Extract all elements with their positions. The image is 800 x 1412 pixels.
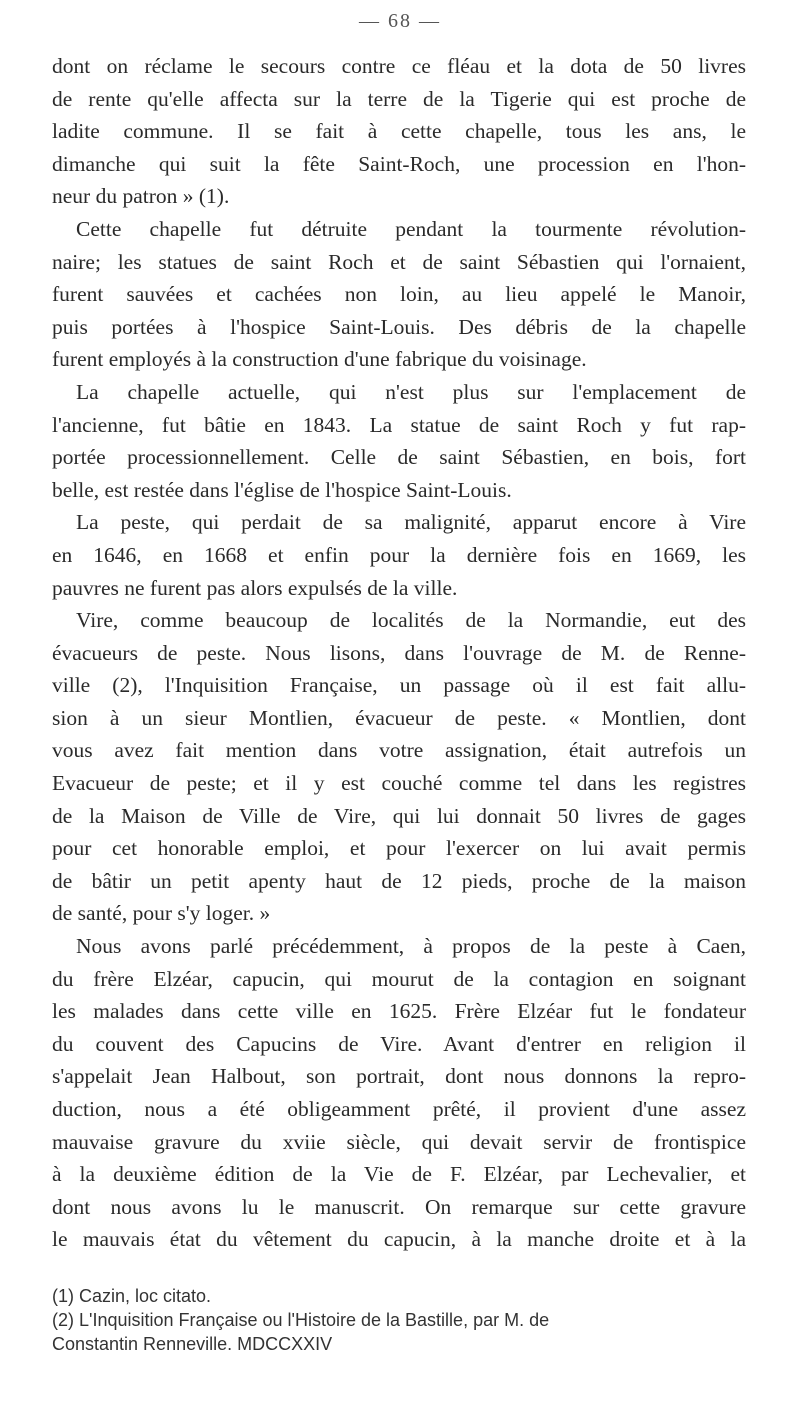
footnote: Constantin Renneville. MDCCXXIV xyxy=(52,1334,333,1354)
page-number: — 68 — xyxy=(359,10,441,32)
text-line: Cette chapelle fut détruite pendant la tourmente révolution- xyxy=(76,216,746,241)
text-line: de santé, pour s'y loger. » xyxy=(52,901,271,926)
text-line: en 1646, en 1668 et enfin pour la dernière fois en 1669, les xyxy=(52,542,746,567)
text-line: pour cet honorable emploi, et pour l'exercer on lui avait permis xyxy=(52,836,746,861)
text-line: de la Maison de Ville de Vire, qui lui donnait 50 livres de gages xyxy=(52,803,746,828)
text-line: de rente qu'elle affecta sur la terre de la Tigerie qui est proche de xyxy=(52,86,746,111)
text-line: du frère Elzéar, capucin, qui mourut de la contagion en soignant xyxy=(52,966,746,991)
text-line: duction, nous a été obligeamment prêté, il provient d'une assez xyxy=(52,1097,746,1121)
text-line: dont nous avons lu le manuscrit. On remarque sur cette gravure xyxy=(52,1194,746,1219)
footnotes xyxy=(52,1284,746,1356)
text-line: dont on réclame le secours contre ce fléau et la dota de 50 livres xyxy=(52,54,746,78)
text-line: les malades dans cette ville en 1625. Frère Elzéar fut le fondateur xyxy=(52,999,746,1024)
text-line: ladite commune. Il se fait à cette chapelle, tous les ans, le xyxy=(52,119,746,144)
text-line: le mauvais état du vêtement du capucin, à la manche droite et à la xyxy=(52,1227,746,1252)
text-line: furent sauvées et cachées non loin, au lieu appelé le Manoir, xyxy=(52,282,746,307)
text-line: Nous avons parlé précédemment, à propos de la peste à Caen, xyxy=(76,934,746,959)
text-line: portée processionnellement. Celle de saint Sébastien, en bois, fort xyxy=(52,445,746,470)
text-line: vous avez fait mention dans votre assignation, était autrefois un xyxy=(52,738,746,763)
body-text xyxy=(52,50,746,1256)
text-line: de bâtir un petit apenty haut de 12 pieds, proche de la maison xyxy=(52,868,746,893)
text-line: neur du patron » (1). xyxy=(52,184,230,209)
text-line: s'appelait Jean Halbout, son portrait, dont nous donnons la repro- xyxy=(52,1064,746,1089)
text-line: mauvaise gravure du xviie siècle, qui devait servir de frontispice xyxy=(52,1129,746,1154)
footnote: (2) L'Inquisition Française ou l'Histoire de la Bastille, par M. de xyxy=(52,1310,550,1330)
text-line: La chapelle actuelle, qui n'est plus sur l'emplacement de xyxy=(76,379,746,404)
text-line: l'ancienne, fut bâtie en 1843. La statue de saint Roch y fut rap- xyxy=(52,412,746,437)
text-line: ville (2), l'Inquisition Française, un passage où il est fait allu- xyxy=(52,673,746,698)
text-line: dimanche qui suit la fête Saint-Roch, une procession en l'hon- xyxy=(52,151,746,176)
text-line: du couvent des Capucins de Vire. Avant d'entrer en religion il xyxy=(52,1031,746,1056)
text-line: Vire, comme beaucoup de localités de la Normandie, eut des xyxy=(76,608,746,633)
text-line: furent employés à la construction d'une fabrique du voisinage. xyxy=(52,347,587,372)
text-line: évacueurs de peste. Nous lisons, dans l'ouvrage de M. de Renne- xyxy=(52,640,746,665)
text-line: puis portées à l'hospice Saint-Louis. Des débris de la chapelle xyxy=(52,314,746,339)
text-line: à la deuxième édition de la Vie de F. Elzéar, par Lechevalier, et xyxy=(52,1162,746,1187)
text-line: La peste, qui perdait de sa malignité, apparut encore à Vire xyxy=(76,510,746,535)
footnote: (1) Cazin, loc citato. xyxy=(52,1286,212,1306)
text-line: Evacueur de peste; et il y est couché comme tel dans les registres xyxy=(52,771,746,796)
text-line: sion à un sieur Montlien, évacueur de peste. « Montlien, dont xyxy=(52,705,746,730)
text-line: naire; les statues de saint Roch et de saint Sébastien qui l'ornaient, xyxy=(52,249,746,274)
text-line: pauvres ne furent pas alors expulsés de la ville. xyxy=(52,575,458,600)
text-line: belle, est restée dans l'église de l'hospice Saint-Louis. xyxy=(52,477,512,502)
